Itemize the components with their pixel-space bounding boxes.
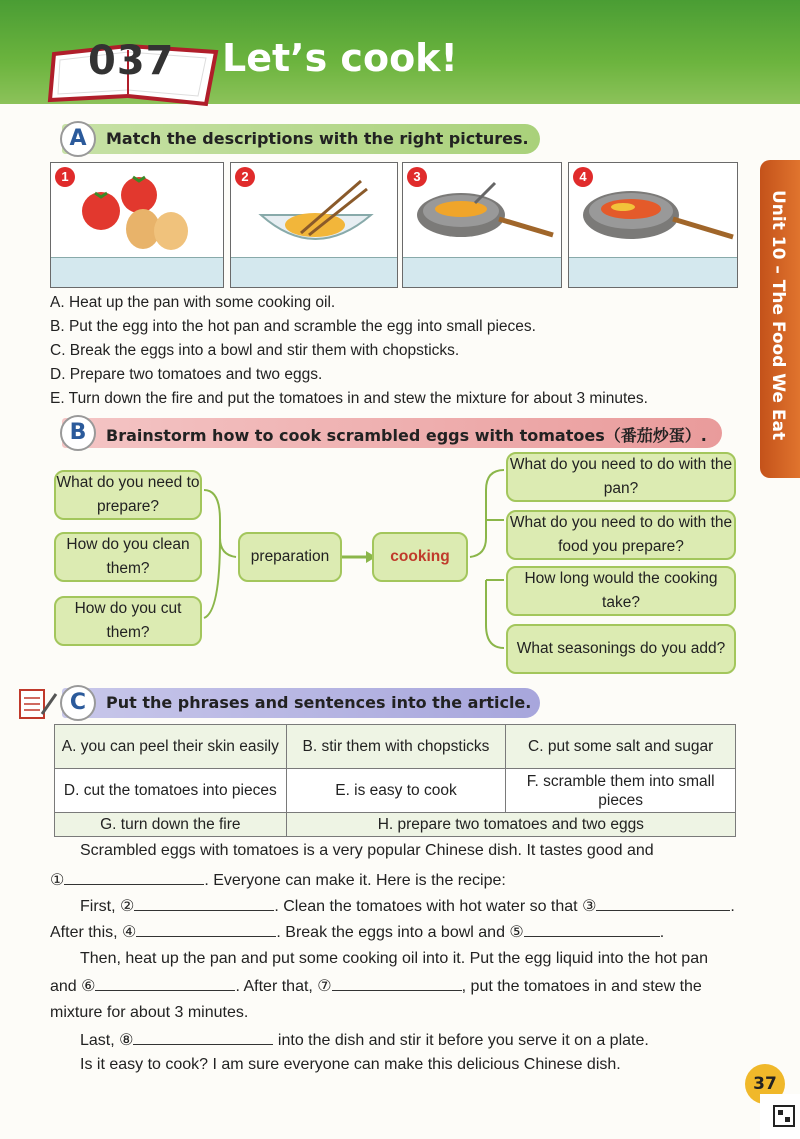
- article-text: . Clean the tomatoes with hot water so that ③: [274, 898, 597, 915]
- table-cell: A. you can peel their skin easily: [55, 725, 287, 769]
- article-text: into the dish and stir it before you serve it on a plate.: [273, 1032, 649, 1049]
- article-line: [50, 922, 664, 942]
- lesson-number: 037: [88, 38, 175, 84]
- article-line: [50, 870, 506, 890]
- section-c-instruction: Put the phrases and sentences into the article.: [106, 693, 532, 712]
- section-b-letter: B: [60, 415, 96, 451]
- description-d: D. Prepare two tomatoes and two eggs.: [50, 366, 323, 383]
- bubble-food: What do you need to do with the food you prepare?: [506, 510, 736, 560]
- picture-number: 4: [573, 167, 593, 187]
- table-cell: G. turn down the fire: [55, 813, 287, 837]
- qr-code-icon: [760, 1094, 800, 1139]
- article-text: . Break the eggs into a bowl and ⑤: [276, 924, 524, 941]
- section-c-letter: C: [60, 685, 96, 721]
- picture-number: 3: [407, 167, 427, 187]
- article-text: .: [730, 898, 735, 915]
- blank-3[interactable]: [596, 897, 730, 911]
- article-text: First, ②: [80, 898, 135, 915]
- table-cell: C. put some salt and sugar: [506, 725, 736, 769]
- phrases-table: [54, 724, 736, 837]
- section-a-instruction: Match the descriptions with the right pictures.: [106, 129, 529, 148]
- blank-7[interactable]: [332, 977, 462, 991]
- bubble-cooking: cooking: [372, 532, 468, 582]
- article-text: .: [659, 924, 665, 941]
- article-line: Scrambled eggs with tomatoes is a very popular Chinese dish. It tastes good and: [80, 842, 654, 859]
- article-text: After this, ④: [50, 924, 137, 941]
- section-b-instruction: Brainstorm how to cook scrambled eggs with tomatoes（番茄炒蛋）.: [106, 426, 707, 445]
- bubble-cut: How do you cut them?: [54, 596, 202, 646]
- blank-8[interactable]: [133, 1031, 273, 1045]
- bubble-time: How long would the cooking take?: [506, 566, 736, 616]
- blank-1[interactable]: [64, 871, 204, 885]
- article-line: [80, 1030, 649, 1050]
- page-number: 37: [745, 1064, 785, 1104]
- article-line: Then, heat up the pan and put some cooking oil into it. Put the egg liquid into the hot pan: [80, 950, 708, 967]
- blank-2[interactable]: [134, 897, 274, 911]
- article-text: . After that, ⑦: [235, 978, 332, 995]
- article-text: . Everyone can make it. Here is the recipe:: [204, 872, 506, 889]
- writing-icon: [18, 686, 60, 722]
- blank-6[interactable]: [95, 977, 235, 991]
- table-cell: D. cut the tomatoes into pieces: [55, 769, 287, 813]
- table-cell: B. stir them with chopsticks: [286, 725, 506, 769]
- blank-number: ①: [50, 872, 65, 889]
- table-cell: E. is easy to cook: [286, 769, 506, 813]
- bubble-pan: What do you need to do with the pan?: [506, 452, 736, 502]
- bubble-prepare: What do you need to prepare?: [54, 470, 202, 520]
- description-b: B. Put the egg into the hot pan and scramble the egg into small pieces.: [50, 318, 536, 335]
- blank-5[interactable]: [524, 923, 660, 937]
- article-line: [50, 976, 702, 996]
- picture-number: 2: [235, 167, 255, 187]
- article-text: , put the tomatoes in and stew the: [461, 978, 702, 995]
- article-line: Is it easy to cook? I am sure everyone can make this delicious Chinese dish.: [80, 1056, 621, 1073]
- bubble-clean: How do you clean them?: [54, 532, 202, 582]
- article-line: mixture for about 3 minutes.: [50, 1004, 249, 1021]
- article-text: and ⑥: [50, 978, 96, 995]
- bubble-preparation: preparation: [238, 532, 342, 582]
- section-c-heading: [62, 688, 540, 718]
- unit-tab-label: Unit 10 – The Food We Eat: [768, 190, 788, 441]
- picture-number: 1: [55, 167, 75, 187]
- article-line: [80, 896, 735, 916]
- description-c: C. Break the eggs into a bowl and stir them with chopsticks.: [50, 342, 460, 359]
- description-e: E. Turn down the fire and put the tomatoes in and stew the mixture for about 3 minutes.: [50, 390, 648, 407]
- section-a-letter: A: [60, 121, 96, 157]
- blank-4[interactable]: [136, 923, 276, 937]
- page-title: Let’s cook!: [222, 36, 458, 80]
- table-cell: H. prepare two tomatoes and two eggs: [286, 813, 735, 837]
- table-cell: F. scramble them into small pieces: [506, 769, 736, 813]
- article-text: Last, ⑧: [80, 1032, 134, 1049]
- description-a: A. Heat up the pan with some cooking oil.: [50, 294, 336, 311]
- bubble-seasonings: What seasonings do you add?: [506, 624, 736, 674]
